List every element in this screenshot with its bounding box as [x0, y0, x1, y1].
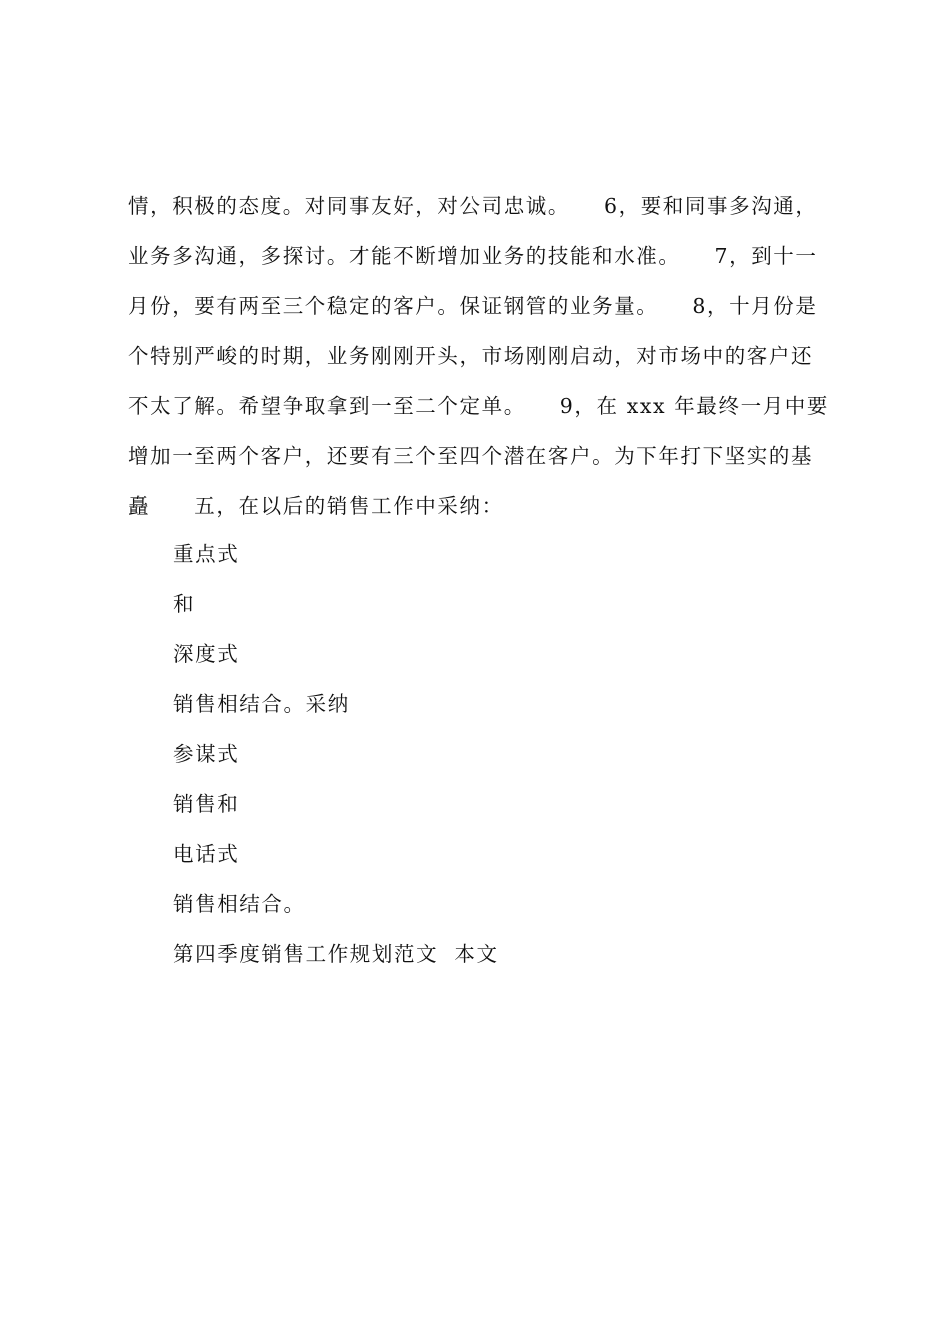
list-item: 第四季度销售工作规划范文 本文 [173, 942, 499, 966]
paragraph-line: 月份，要有两至三个稳定的客户。保证钢管的业务量。 8，十月份是 [128, 294, 818, 318]
text-list [173, 540, 499, 990]
list-item: 重点式 [173, 542, 240, 566]
list-item: 销售和 [173, 792, 240, 816]
list-item: 深度式 [173, 642, 240, 666]
paragraph-line: 增加一至两个客户，还要有三个至四个潜在客户。为下年打下坚实的基 [128, 444, 814, 468]
list-item: 销售相结合。采纳 [173, 692, 350, 716]
paragraph-line: 不太了解。希望争取拿到一至二个定单。 9，在 xxx 年最终一月中要 [128, 394, 830, 418]
paragraph-line: 矗 五，在以后的销售工作中采纳： [128, 494, 504, 518]
list-item: 和 [173, 592, 196, 616]
list-item: 电话式 [173, 842, 240, 866]
paragraph-line: 业务多沟通，多探讨。才能不断增加业务的技能和水准。 7，到十一 [128, 244, 818, 268]
paragraph-line: 情，积极的态度。对同事友好，对公司忠诚。 6，要和同事多沟通， [128, 194, 818, 218]
paragraph-line: 个特别严峻的时期，业务刚刚开头，市场刚刚启动，对市场中的客户还 [128, 344, 814, 368]
list-item: 销售相结合。 [173, 892, 306, 916]
list-item: 参谋式 [173, 742, 240, 766]
